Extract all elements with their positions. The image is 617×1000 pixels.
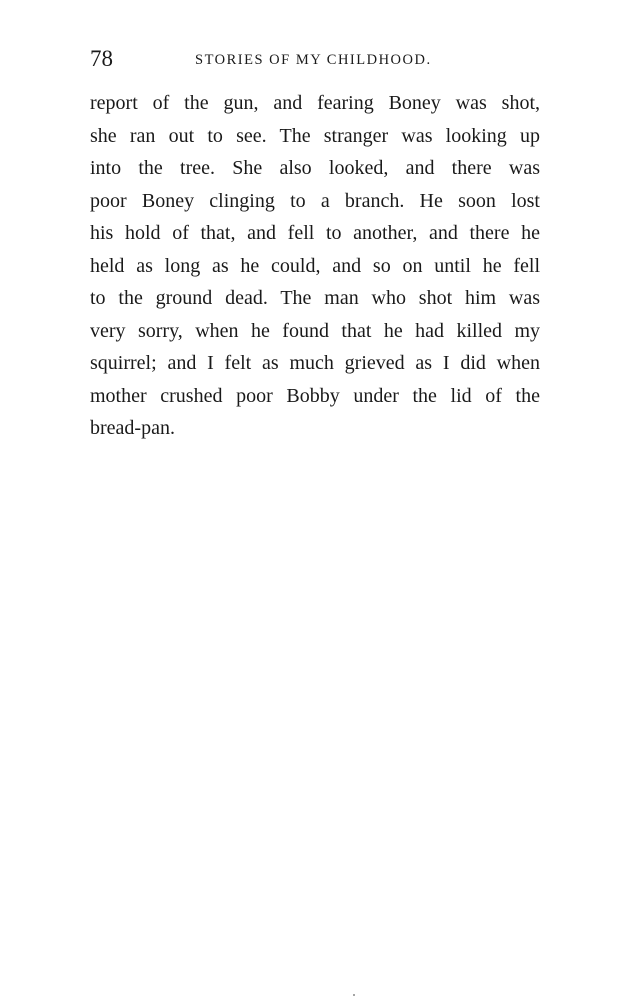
body-paragraph [90,87,540,445]
text-line: squirrel; and I felt as much grieved as I did when [90,352,540,374]
text-line: his hold of that, and fell to another, and there he [90,222,540,244]
text-line: to the ground dead. The man who shot him was [90,287,540,309]
running-head [90,44,540,74]
text-line: report of the gun, and fearing Boney was shot, [90,92,540,114]
print-speck [353,994,355,996]
text-line: mother crushed poor Bobby under the lid of the [90,384,540,407]
text-line: very sorry, when he found that he had killed my [90,319,540,342]
text-line: poor Boney clinging to a branch. He soon lost [90,189,540,212]
running-title: STORIES OF MY CHILDHOOD. [195,52,432,68]
page-number: 78 [90,46,113,71]
text-line: into the tree. She also looked, and there was [90,157,540,179]
text-line: she ran out to see. The stranger was looking up [90,124,540,147]
text-line: held as long as he could, and so on until he fell [90,254,540,277]
text-line-final: bread-pan. [90,417,175,439]
